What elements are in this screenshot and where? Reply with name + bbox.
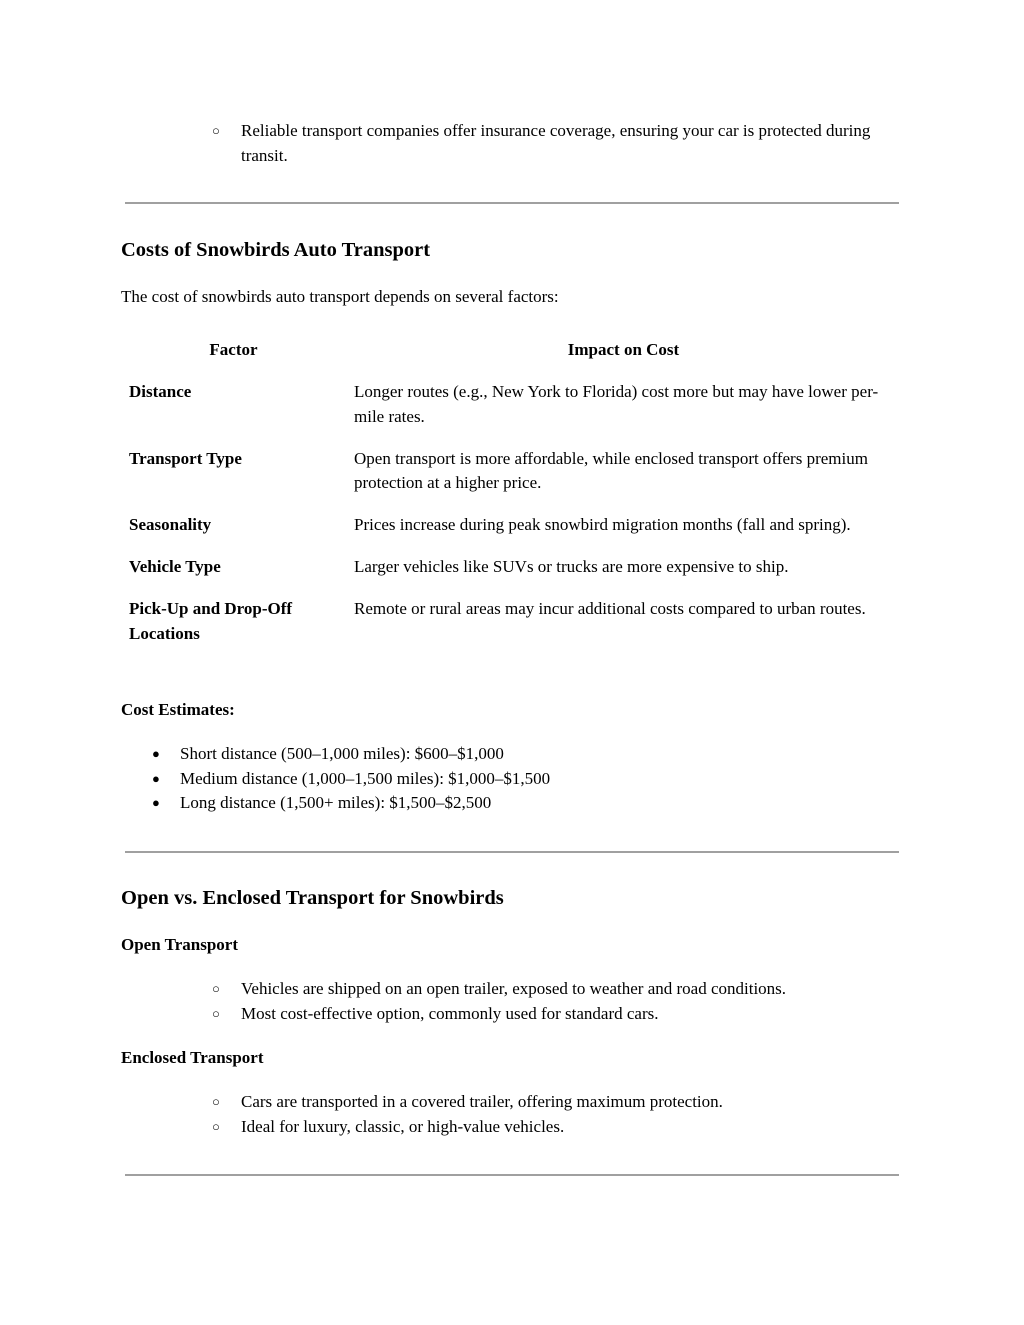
- costs-intro: The cost of snowbirds auto transport depends on several factors:: [121, 287, 559, 306]
- disc-bullet-icon: ●: [152, 770, 160, 786]
- list-item-text: Vehicles are shipped on an open trailer, exposed to weather and road conditions.: [241, 979, 787, 998]
- disc-bullet-icon: ●: [152, 746, 160, 761]
- list-item: [212, 1115, 912, 1140]
- table-header-factor: Factor: [209, 340, 258, 359]
- table-header-row: [121, 338, 901, 380]
- list-item: [150, 742, 850, 767]
- open-transport-list: [212, 977, 912, 1026]
- list-item-text: Short distance (500–1,000 miles): $600–$1,000: [180, 744, 504, 763]
- list-item-text: Cars are transported in a covered trailer, offering maximum protection.: [241, 1092, 723, 1111]
- table-row: [121, 447, 901, 514]
- list-item-text: Long distance (1,500+ miles): $1,500–$2,500: [180, 793, 492, 812]
- table-row: [121, 597, 901, 664]
- table-row: [121, 555, 901, 597]
- divider: [125, 202, 899, 204]
- list-item: [150, 791, 850, 816]
- enclosed-transport-heading: Enclosed Transport: [121, 1048, 264, 1067]
- enclosed-transport-list: [212, 1090, 912, 1139]
- open-transport-heading: Open Transport: [121, 935, 238, 954]
- list-item-text: Medium distance (1,000–1,500 miles): $1,000–$1,500: [180, 768, 551, 788]
- circle-bullet-icon: ○: [212, 1118, 220, 1134]
- impact-cell: Larger vehicles like SUVs or trucks are more expensive to ship.: [354, 557, 789, 576]
- table-row: [121, 380, 901, 447]
- list-item: [150, 767, 850, 792]
- cost-factors-table: [121, 338, 901, 664]
- impact-cell: Open transport is more affordable, while enclosed transport offers premium protection at a higher price.: [354, 448, 868, 492]
- factor-cell: Distance: [129, 382, 192, 401]
- factor-cell: Vehicle Type: [129, 557, 221, 576]
- factor-cell: Transport Type: [129, 448, 242, 468]
- cost-estimates-heading: Cost Estimates:: [121, 700, 235, 719]
- insurance-list: [212, 119, 912, 168]
- list-item: [212, 1002, 912, 1027]
- table-header-impact: Impact on Cost: [567, 340, 680, 359]
- factor-cell: Pick-Up and Drop-Off Locations: [129, 599, 293, 643]
- impact-cell: Longer routes (e.g., New York to Florida) cost more but may have lower per-mile rates.: [354, 382, 879, 426]
- list-item: [212, 1090, 912, 1115]
- circle-bullet-icon: ○: [212, 123, 220, 138]
- disc-bullet-icon: ●: [152, 795, 160, 810]
- circle-bullet-icon: ○: [212, 1005, 220, 1021]
- impact-cell: Remote or rural areas may incur additional costs compared to urban routes.: [354, 599, 866, 618]
- cost-estimates-list: [150, 742, 850, 816]
- impact-cell: Prices increase during peak snowbird migration months (fall and spring).: [354, 515, 851, 534]
- transport-heading: Open vs. Enclosed Transport for Snowbirds: [121, 887, 504, 909]
- divider: [125, 1174, 899, 1176]
- divider: [125, 851, 899, 853]
- list-item-text: Reliable transport companies offer insurance coverage, ensuring your car is protected during transit.: [241, 121, 871, 165]
- circle-bullet-icon: ○: [212, 1094, 220, 1109]
- factor-cell: Seasonality: [129, 515, 212, 534]
- list-item-text: Most cost-effective option, commonly used for standard cars.: [241, 1003, 659, 1023]
- circle-bullet-icon: ○: [212, 981, 220, 996]
- costs-heading: Costs of Snowbirds Auto Transport: [121, 239, 431, 261]
- list-item-text: Ideal for luxury, classic, or high-value vehicles.: [241, 1116, 565, 1136]
- list-item: [212, 119, 912, 168]
- list-item: [212, 977, 912, 1002]
- table-row: [121, 513, 901, 555]
